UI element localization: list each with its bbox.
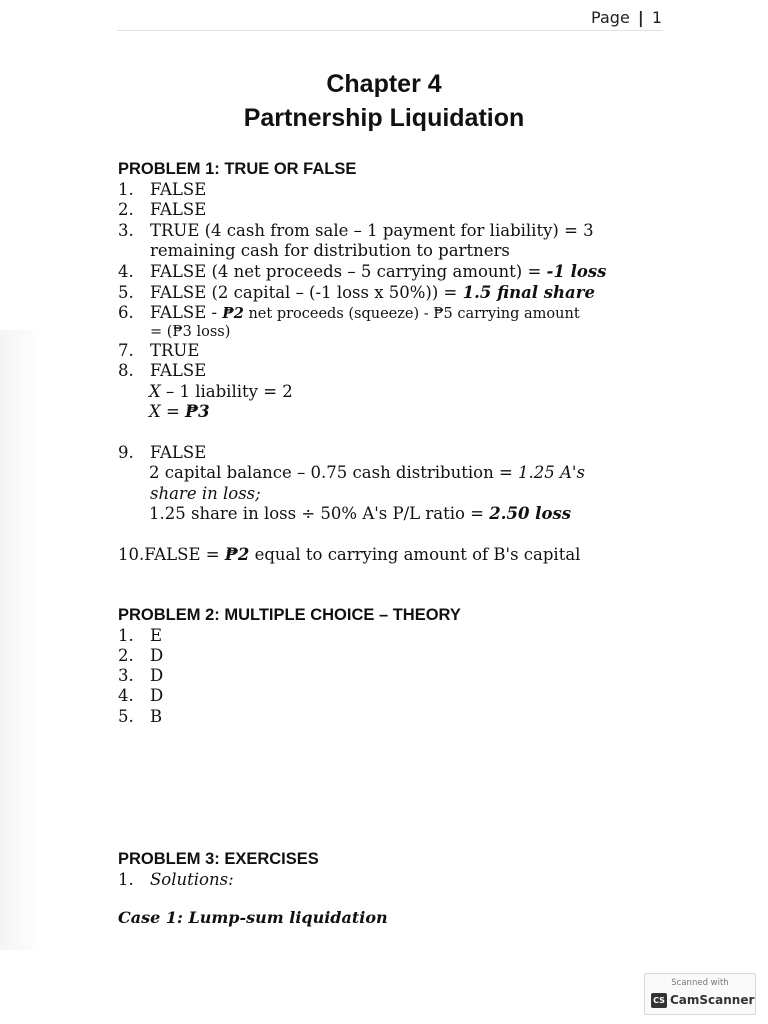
item-text: FALSE = bbox=[144, 545, 225, 564]
item-text: B bbox=[150, 707, 163, 726]
p1-item-1 bbox=[118, 180, 206, 200]
p1-item-5 bbox=[118, 283, 595, 303]
problem3-heading: PROBLEM 3: EXERCISES bbox=[118, 850, 319, 868]
item-number: 3. bbox=[118, 666, 134, 685]
page-label: Page bbox=[591, 8, 630, 27]
item-text: FALSE bbox=[150, 361, 207, 380]
item-number: 8. bbox=[118, 361, 134, 380]
item-number: 9. bbox=[118, 443, 134, 462]
item-text-2: equal to carrying amount of B's capital bbox=[249, 545, 581, 564]
p1-item-6-continuation: = (₱3 loss) bbox=[150, 324, 231, 340]
p2-item-1 bbox=[118, 626, 162, 646]
item-emphasis: 1.5 final share bbox=[462, 283, 595, 302]
sub-italic: 1.25 A's bbox=[518, 463, 585, 482]
item-emphasis: -1 loss bbox=[546, 262, 607, 281]
sub-text: – 1 liability = 2 bbox=[160, 382, 293, 401]
variable: X bbox=[149, 402, 161, 421]
item-text: FALSE (2 capital – (-1 loss x 50%)) = bbox=[150, 283, 463, 302]
item-text: FALSE (4 net proceeds – 5 carrying amount) = bbox=[150, 262, 547, 281]
p1-item-3 bbox=[118, 221, 594, 241]
item-number: 5. bbox=[118, 707, 134, 726]
camscanner-name: CamScanner bbox=[670, 993, 755, 1007]
item-number: 5. bbox=[118, 283, 134, 302]
sub-emphasis: 2.50 loss bbox=[489, 504, 572, 523]
item-text-2: net proceeds (squeeze) - ₱5 carrying amount bbox=[243, 306, 580, 322]
p1-item-8-sub-2 bbox=[118, 402, 210, 422]
p2-item-4 bbox=[118, 686, 163, 706]
problem2-heading: PROBLEM 2: MULTIPLE CHOICE – THEORY bbox=[118, 606, 461, 624]
item-text: FALSE bbox=[150, 443, 207, 462]
item-text: FALSE bbox=[150, 200, 207, 219]
sub-emphasis: ₱3 bbox=[185, 402, 210, 421]
item-number: 2. bbox=[118, 200, 134, 219]
p2-item-5 bbox=[118, 707, 162, 727]
item-text: Solutions: bbox=[150, 870, 234, 889]
item-text: TRUE bbox=[150, 341, 200, 360]
item-text: TRUE (4 cash from sale – 1 payment for liability) = 3 bbox=[150, 221, 594, 240]
item-text: D bbox=[150, 666, 164, 685]
item-number: 2. bbox=[118, 646, 134, 665]
item-number: 1. bbox=[118, 180, 134, 199]
item-text: FALSE - bbox=[150, 303, 223, 322]
sub-text: 1.25 share in loss ÷ 50% A's P/L ratio = bbox=[149, 504, 490, 523]
p1-item-6 bbox=[118, 303, 580, 324]
p1-item-7 bbox=[118, 341, 199, 361]
item-emphasis: ₱2 bbox=[224, 545, 250, 564]
item-number: 1. bbox=[118, 870, 134, 889]
p1-item-8-sub-1 bbox=[118, 382, 293, 402]
p1-item-10 bbox=[118, 545, 580, 565]
page-header bbox=[591, 8, 662, 27]
chapter-subtitle: Partnership Liquidation bbox=[243, 104, 525, 132]
page-separator: | bbox=[637, 8, 644, 27]
item-number: 1. bbox=[118, 626, 134, 645]
scanned-with-text: Scanned with bbox=[671, 978, 729, 988]
header-rule bbox=[117, 30, 663, 31]
item-text: D bbox=[150, 686, 164, 705]
problem1-heading: PROBLEM 1: TRUE OR FALSE bbox=[118, 160, 357, 178]
p1-item-8 bbox=[118, 361, 206, 381]
camscanner-watermark bbox=[644, 973, 756, 1015]
p1-item-9-sub-2 bbox=[118, 504, 571, 524]
item-text: FALSE bbox=[150, 180, 207, 199]
p1-item-3-continuation: remaining cash for distribution to partners bbox=[150, 241, 510, 260]
item-emphasis: ₱2 bbox=[222, 305, 244, 322]
p1-item-9 bbox=[118, 443, 206, 463]
p1-item-9-sub-1 bbox=[118, 463, 585, 483]
p1-item-4 bbox=[118, 262, 606, 282]
item-number: 7. bbox=[118, 341, 134, 360]
p2-item-3 bbox=[118, 666, 163, 686]
p3-case-1: Case 1: Lump-sum liquidation bbox=[118, 908, 388, 927]
camscanner-logo-icon: CS bbox=[651, 993, 667, 1008]
variable: X bbox=[149, 382, 161, 401]
item-number: 4. bbox=[118, 262, 134, 281]
item-number: 10. bbox=[118, 545, 145, 564]
p1-item-2 bbox=[118, 200, 206, 220]
p2-item-2 bbox=[118, 646, 163, 666]
item-number: 6. bbox=[118, 303, 134, 322]
item-number: 4. bbox=[118, 686, 134, 705]
p3-item-1 bbox=[118, 870, 234, 890]
sub-text: 2 capital balance – 0.75 cash distribution = bbox=[149, 463, 519, 482]
item-text: D bbox=[150, 646, 164, 665]
item-number: 3. bbox=[118, 221, 134, 240]
scan-edge-shadow bbox=[0, 330, 42, 950]
page-number: 1 bbox=[651, 8, 662, 27]
p1-item-9-sub-1-continuation: share in loss; bbox=[150, 484, 261, 503]
item-text: E bbox=[150, 626, 163, 645]
chapter-title: Chapter 4 bbox=[326, 70, 442, 98]
sub-text: = bbox=[160, 402, 186, 421]
